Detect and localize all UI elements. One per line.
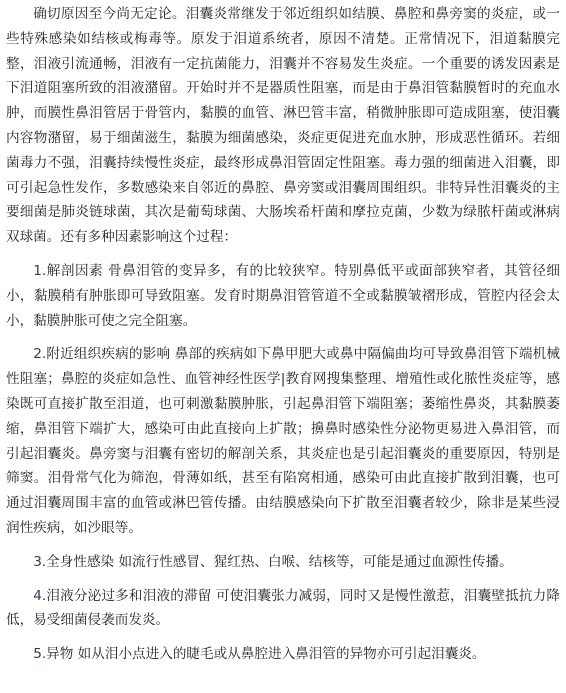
list-item-adjacent-tissue — [6, 342, 560, 540]
list-item-anatomy — [6, 259, 560, 333]
list-item-number: 4. — [33, 587, 47, 604]
list-item-text: 解剖因素 骨鼻泪管的变异多，有的比较狭窄。特别鼻低平或面部狭窄者，其管径细小，黏膜稍有肿胀即可导致阻塞。发育时期鼻泪管管道不全或黏膜皱褶形成，管腔内径会太小，黏膜肿胀可使之完全阻塞。 — [6, 262, 560, 329]
list-item-number: 2. — [33, 346, 47, 363]
list-item-text: 泪液分泌过多和泪液的滞留 可使泪囊张力减弱，同时又是慢性激惹，泪囊壁抵抗力降低，易受细菌侵袭而发炎。 — [6, 587, 560, 629]
list-item-text: 全身性感染 如流行性感冒、猩红热、白喉、结核等，可能是通过血源性传播。 — [46, 553, 513, 570]
list-item-number: 5. — [33, 646, 47, 663]
list-item-number: 3. — [33, 553, 47, 570]
list-item-number: 1. — [33, 262, 47, 279]
list-item-text: 附近组织疾病的影响 鼻部的疾病如下鼻甲肥大或鼻中隔偏曲均可导致鼻泪管下端机械性阻塞；鼻腔的炎症如急性、血管神经性医学|教育网搜集整理、增殖性或化脓性炎症等，感染既可直接扩散至泪道，也可刺激黏膜肿胀，引起鼻泪管下端阻塞；萎缩性鼻炎，其黏膜萎缩，鼻泪管下端扩大，感染可由此直接向上扩散；擤鼻时感染性分泌物更易进入鼻泪管，而引起泪囊炎。鼻旁窦与泪囊有密切的解剖关系，其炎症也是引起泪囊炎的重要原因，特别是筛窦。泪骨常气化为筛泡，骨薄如纸，甚至有陷窝相通，感染可由此直接扩散到泪囊，也可通过泪囊周围丰富的血管或淋巴管传播。由结膜感染向下扩散至泪囊者较少，除非是某些浸润性疾病，如沙眼等。 — [6, 346, 560, 536]
list-item-systemic-infection — [6, 550, 560, 575]
list-item-tear-retention — [6, 584, 560, 634]
list-item-text: 异物 如从泪小点进入的睫毛或从鼻腔进入鼻泪管的异物亦可引起泪囊炎。 — [46, 646, 486, 663]
intro-paragraph: 确切原因至今尚无定论。泪囊炎常继发于邻近组织如结膜、鼻腔和鼻旁窦的炎症，或一些特殊感染如结核或梅毒等。原发于泪道系统者，原因不清楚。正常情况下，泪道黏膜完整，泪液引流通畅，泪液有一定抗菌能力，泪囊并不容易发生炎症。一个重要的诱发因素是下泪道阻塞所致的泪液潴留。开始时并不是器质性阻塞，而是由于鼻泪管黏膜暂时的充血水肿，而膜性鼻泪管居于骨管内，黏膜的血管、淋巴管丰富，稍微肿胀即可造成阻塞，使泪囊内容物潴留，易于细菌滋生，黏膜为细菌感染，炎症更促进充血水肿，形成恶性循环。若细菌毒力不强，泪囊持续慢性炎症，最终形成鼻泪管固定性阻塞。毒力强的细菌进入泪囊，即可引起急性发作，多数感染来自邻近的鼻腔、鼻旁窦或泪囊周围组织。非特异性泪囊炎的主要细菌是肺炎链球菌，其次是葡萄球菌、大肠埃希杆菌和摩拉克菌，少数为绿脓杆菌或淋病双球菌。还有多种因素影响这个过程： — [6, 6, 560, 246]
list-item-foreign-body — [6, 642, 560, 667]
